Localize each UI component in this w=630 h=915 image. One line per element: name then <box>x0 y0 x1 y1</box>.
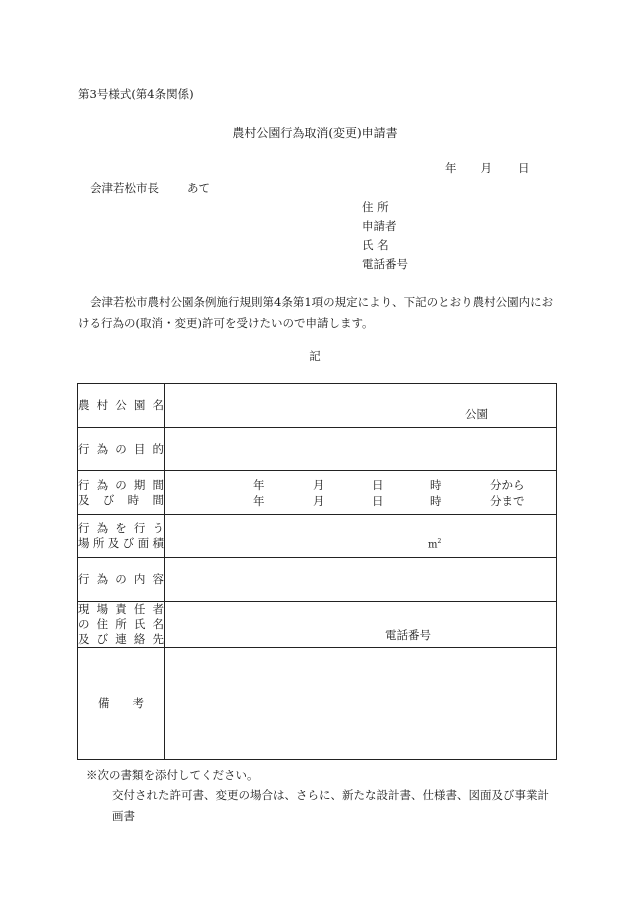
applicant-block <box>362 198 408 274</box>
manager-cell[interactable] <box>165 602 557 648</box>
row-remarks <box>78 648 557 760</box>
manager-label-line-1: 現場責任者 <box>78 602 164 616</box>
to-year: 年 <box>253 494 265 508</box>
purpose-label: 行為の目的 <box>78 428 165 471</box>
from-minute: 分から <box>490 478 525 492</box>
from-hour: 時 <box>430 478 442 492</box>
period-label-line-1: 行為の期間 <box>78 477 164 492</box>
park-name-label: 農村公園名 <box>78 384 165 428</box>
period-label-line-2: 及び時間 <box>78 492 164 507</box>
to-day: 日 <box>372 494 384 508</box>
applicant-label: 申請者 <box>362 219 397 233</box>
date-year: 年 <box>445 161 457 175</box>
document-title: 農村公園行為取消(変更)申請書 <box>232 126 398 140</box>
manager-label-line-3: 及び連絡先 <box>78 632 164 646</box>
park-name-cell[interactable] <box>165 384 557 428</box>
row-park-name <box>78 384 557 428</box>
place-area-label <box>78 515 165 558</box>
row-place-area <box>78 515 557 558</box>
ki-heading: 記 <box>309 349 321 363</box>
application-date <box>445 160 530 176</box>
park-suffix: 公園 <box>465 407 488 421</box>
purpose-cell[interactable] <box>165 428 557 471</box>
from-year: 年 <box>253 478 265 492</box>
to-month: 月 <box>313 494 325 508</box>
form-number: 第3号様式(第4条関係) <box>78 87 194 101</box>
period-cell[interactable] <box>165 471 557 515</box>
row-content <box>78 558 557 602</box>
addressee-name: 会津若松市長 <box>90 181 159 195</box>
content-cell[interactable] <box>165 558 557 602</box>
date-month: 月 <box>480 161 492 175</box>
to-minute: 分まで <box>490 494 525 508</box>
attachment-note: ※次の書類を添付してください。 <box>86 768 259 782</box>
content-label: 行為の内容 <box>78 558 165 602</box>
to-hour: 時 <box>430 494 442 508</box>
remarks-label: 備 考 <box>78 648 165 760</box>
row-period <box>78 471 557 515</box>
remarks-cell[interactable] <box>165 648 557 760</box>
manager-label-line-2: の住所氏名 <box>78 617 164 631</box>
applicant-phone-label: 電話番号 <box>362 257 408 271</box>
applicant-name-label: 氏 名 <box>362 238 389 252</box>
from-day: 日 <box>372 478 384 492</box>
area-unit-base: m <box>428 539 438 551</box>
addressee <box>90 180 210 196</box>
date-day: 日 <box>518 161 530 175</box>
from-month: 月 <box>313 478 325 492</box>
manager-label <box>78 602 165 648</box>
period-label <box>78 471 165 515</box>
row-purpose <box>78 428 557 471</box>
place-label-line-2: 場所及び面積 <box>78 536 164 550</box>
application-statement: 会津若松市農村公園条例施行規則第4条第1項の規定により、下記のとおり農村公園内における行為の(取消・変更)許可を受けたいので申請します。 <box>78 295 554 330</box>
area-unit-sup: 2 <box>437 538 442 545</box>
area-unit <box>428 538 441 550</box>
place-label-line-1: 行為を行う <box>78 521 164 535</box>
attachment-list: 交付された許可書、変更の場合は、さらに、新たな設計書、仕様書、図面及び事業計画書 <box>112 788 549 823</box>
manager-phone-label: 電話番号 <box>385 628 431 642</box>
applicant-address-label: 住 所 <box>362 200 389 214</box>
place-area-cell[interactable] <box>165 515 557 558</box>
row-manager <box>78 602 557 648</box>
application-table <box>77 383 557 760</box>
addressee-suffix: あて <box>187 181 210 195</box>
